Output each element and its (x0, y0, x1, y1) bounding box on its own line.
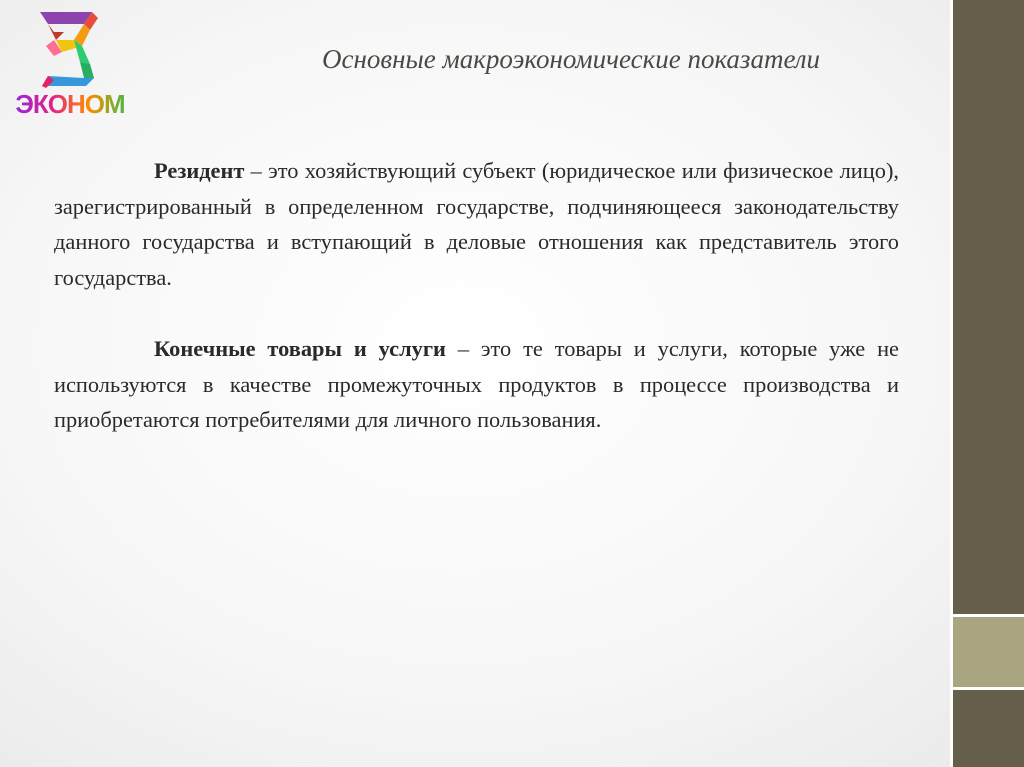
logo (8, 8, 128, 120)
letter-e-3d-icon (34, 8, 100, 88)
logo-text: ЭКОНОМ (8, 89, 132, 120)
decorative-sidebar-band (950, 614, 1024, 690)
definition-resident (54, 153, 899, 295)
slide-title: Основные макроэкономические показатели (322, 44, 821, 74)
slide-content (54, 153, 899, 474)
term-resident: Резидент (154, 158, 245, 183)
definition-final-goods-text: – это те товары и услуги, которые уже не используются в качестве промежуточных продуктов в процессе производства и приобретаются потребителями для личного пользования. (54, 336, 899, 432)
term-final-goods: Конечные товары и услуги (154, 336, 446, 361)
definition-resident-text: – это хозяйствующий субъект (юридическое или физическое лицо), зарегистрированный в определенном государстве, подчиняющееся законодательству данного государства и вступающий в деловые отношения как представитель этого государства. (54, 158, 899, 290)
definition-final-goods (54, 331, 899, 438)
